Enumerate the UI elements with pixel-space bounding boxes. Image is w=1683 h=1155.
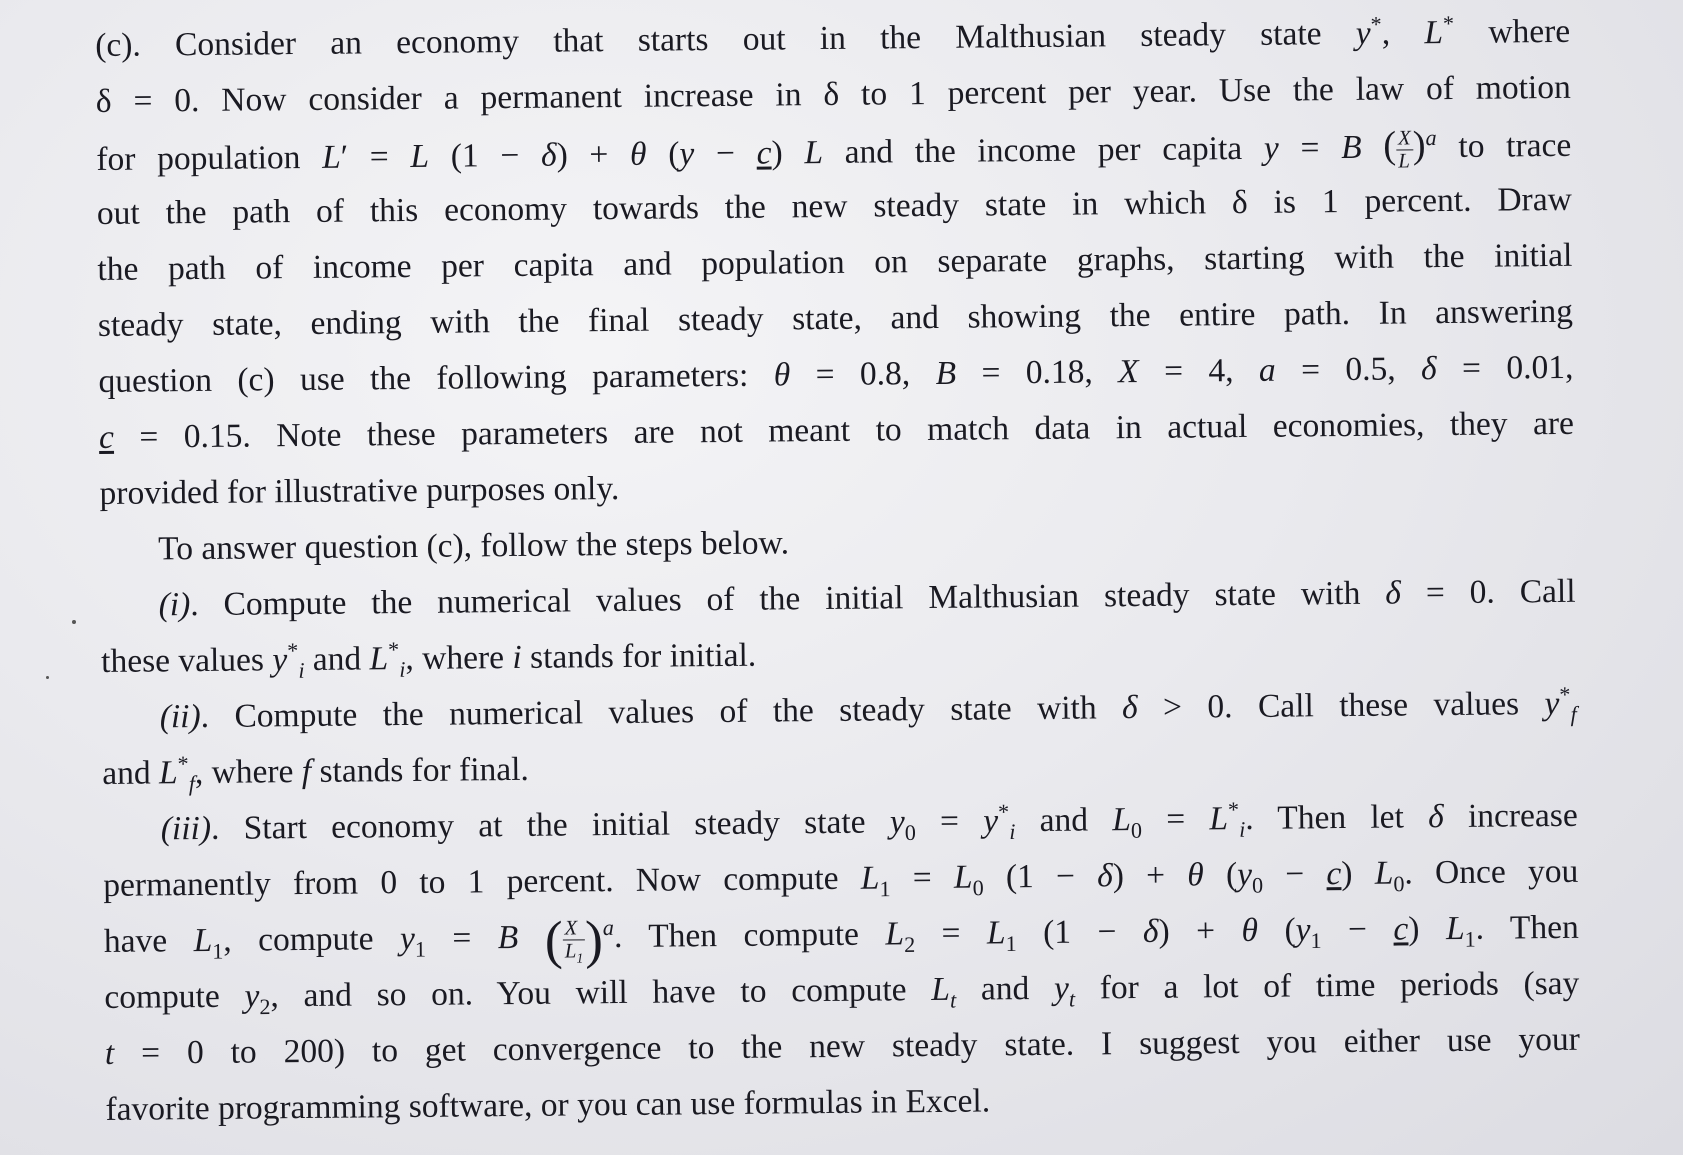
step-i-line-2: these values $y^*_i$ and $L^*_i$, where i stands for initial. bbox=[100, 636, 757, 683]
step-iii-line-3: have $L_1$, compute $y_1 = B$ ( $\frac{X}{L_1}$ )$^a$. Then compute $L_2 = L_1$ (1 − δ) + θ $(y_1 - c)$ $L_1$. Then bbox=[103, 908, 1579, 971]
text-line-4: out the path of this economy towards the new steady state in which δ is 1 percent. Draw bbox=[96, 180, 1572, 232]
step-iii-line-4: compute $y_2$, and so on. You will have to compute $L_t$ and $y_t$ for a lot of time periods (say bbox=[104, 964, 1580, 1020]
text-line-9: provided for illustrative purposes only. bbox=[99, 469, 620, 512]
step-iii-line-1: (iii). Start economy at the initial steady state $y_0 = y^*_i$ and $L_0 = L^*_i$. Then let δ increase bbox=[160, 796, 1578, 848]
step-iii-line-2: permanently from 0 to 1 percent. Now compute $L_1 = L_0$ (1 − δ) + θ $(y_0 - c)$ $L_0$. Once you bbox=[103, 852, 1579, 904]
step-iii-line-5: t = 0 to 200) to get convergence to the new steady state. I suggest you either use your bbox=[104, 1020, 1581, 1072]
text-line-1: (c). Consider an economy that starts out in the Malthusian steady state y*, L* where bbox=[95, 10, 1571, 64]
instructions-intro: To answer question (c), follow the steps below. bbox=[157, 524, 790, 568]
step-iii-line-6: favorite programming software, or you can use formulas in Excel. bbox=[105, 1082, 991, 1128]
step-ii-line-1: (ii). Compute the numerical values of the steady state with δ > 0. Call these values $y^*_f$ bbox=[159, 681, 1577, 736]
text-line-6: steady state, ending with the final steady state, and showing the entire path. In answering bbox=[97, 292, 1574, 344]
step-i-line-1: (i). Compute the numerical values of the initial Malthusian steady state with δ = 0. Call bbox=[158, 572, 1576, 624]
stray-mark bbox=[72, 620, 76, 624]
text-line-8: c = 0.15. Note these parameters are not meant to match data in actual economies, they are bbox=[98, 404, 1575, 456]
text-line-2: δ = 0. Now consider a permanent increase in δ to 1 percent per year. Use the law of motion bbox=[95, 68, 1571, 120]
text-line-7: question (c) use the following parameters: θ = 0.8, B = 0.18, X = 4, a = 0.5, δ = 0.01, bbox=[98, 348, 1574, 400]
problem-text bbox=[95, 4, 1581, 1138]
step-ii-line-2: and $L^*_f$, where f stands for final. bbox=[102, 750, 530, 796]
text-line-5: the path of income per capita and population on separate graphs, starting with the initial bbox=[97, 236, 1573, 288]
stray-mark bbox=[46, 676, 49, 679]
text-line-3: for population L′ = L (1 − δ) + θ (y − c) L and the income per capita y = B ( $\frac{X}{L}$ )$^a$ to trace bbox=[96, 124, 1572, 178]
